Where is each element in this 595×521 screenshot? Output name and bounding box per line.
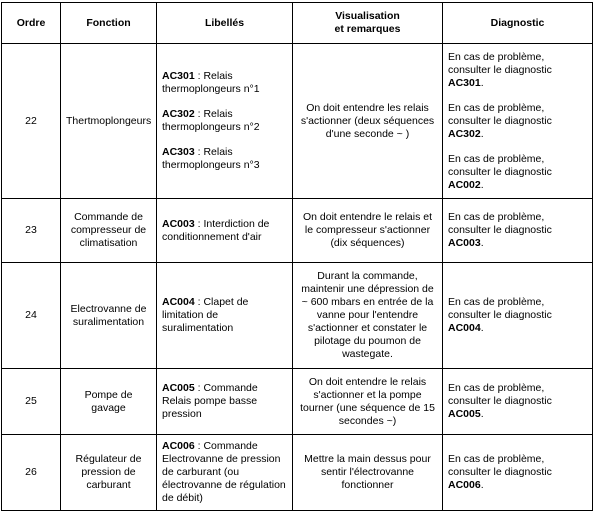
libelle-code: AC005 [162,382,195,394]
actuator-test-table [1,2,593,511]
cell-ordre: 23 [2,199,61,263]
cell-libelles [157,44,293,199]
libelle-entry [162,108,287,134]
table-row [2,263,593,369]
cell-ordre: 26 [2,435,61,511]
cell-ordre: 22 [2,44,61,199]
header-visualisation-line1: Visualisation [335,10,400,22]
diagnostic-code: AC302 [448,127,481,140]
cell-diagnostic [443,263,593,369]
table-row [2,44,593,199]
diagnostic-entry: En cas de problème, consulter le diagnostic AC004. [448,296,552,334]
cell-diagnostic [443,44,593,199]
cell-diagnostic [443,199,593,263]
libelle-code: AC301 [162,70,195,82]
cell-visualisation: Mettre la main dessus pour sentir l'électrovanne fonctionner [293,435,443,511]
diagnostic-entry: En cas de problème, consulter le diagnostic AC003. [448,211,552,249]
diagnostic-entry: En cas de problème, consulter le diagnostic AC002. [448,152,552,191]
header-visualisation-line2: et remarques [334,23,401,35]
diagnostic-code: AC005 [448,408,481,420]
diagnostic-code: AC301 [448,76,481,89]
libelle-code: AC004 [162,296,195,308]
cell-fonction: Régulateur de pression de carburant [61,435,157,511]
diagnostic-code: AC002 [448,178,481,191]
table-header-row [2,3,593,44]
cell-ordre: 25 [2,369,61,435]
cell-libelles [157,199,293,263]
cell-visualisation: On doit entendre les relais s'actionner (deux séquences d'une seconde ~ ) [293,44,443,199]
table-row [2,199,593,263]
cell-visualisation: On doit entendre le relais et le compresseur s'actionner (dix séquences) [293,199,443,263]
header-fonction: Fonction [61,3,157,44]
diagnostic-code: AC004 [448,322,481,334]
diagnostic-entry: En cas de problème, consulter le diagnostic AC006. [448,453,552,491]
cell-fonction: Commande de compresseur de climatisation [61,199,157,263]
diagnostic-code: AC006 [448,479,481,491]
cell-libelles [157,435,293,511]
libelle-text: : Relais thermoplongeurs n°1 [162,70,260,95]
diagnostic-entry: En cas de problème, consulter le diagnostic AC005. [448,382,552,420]
diagnostic-entry: En cas de problème, consulter le diagnostic AC301. [448,50,552,89]
cell-libelles [157,263,293,369]
header-diagnostic: Diagnostic [443,3,593,44]
cell-diagnostic [443,435,593,511]
header-ordre: Ordre [2,3,61,44]
libelle-entry [162,218,287,244]
libelle-text: : Relais thermoplongeurs n°3 [162,146,260,171]
cell-visualisation: On doit entendre le relais s'actionner et la pompe tourner (une séquence de 15 secondes ~) [293,369,443,435]
cell-diagnostic [443,369,593,435]
libelle-code: AC303 [162,146,195,158]
cell-libelles [157,369,293,435]
libelle-text: : Commande Electrovanne de pression de carburant (ou électrovanne de régulation de débit) [162,440,286,504]
libelle-text: : Clapet de limitation de suralimentation [162,296,249,334]
header-visualisation [293,3,443,44]
table-row [2,369,593,435]
diagnostic-code: AC003 [448,237,481,249]
libelle-entry [162,296,287,335]
libelle-text: : Interdiction de conditionnement d'air [162,217,270,243]
table-row [2,435,593,511]
cell-visualisation: Durant la commande, maintenir une dépression de ~ 600 mbars en entrée de la vanne pour l'entendre s'actionner et constater le pilotage du poumon de wastegate. [293,263,443,369]
libelle-code: AC006 [162,440,195,452]
libelle-code: AC003 [162,217,195,230]
header-libelles: Libellés [157,3,293,44]
cell-fonction: Pompe de gavage [61,369,157,435]
libelle-entry [162,440,287,505]
cell-fonction: Electrovanne de suralimentation [61,263,157,369]
cell-fonction: Thertmoplongeurs [61,44,157,199]
libelle-text: : Commande Relais pompe basse pression [162,382,258,420]
libelle-entry [162,70,287,96]
libelle-text: : Relais thermoplongeurs n°2 [162,108,260,133]
diagnostic-entry: En cas de problème, consulter le diagnostic AC302. [448,101,552,140]
libelle-entry [162,382,287,421]
cell-ordre: 24 [2,263,61,369]
libelle-code: AC302 [162,108,195,120]
libelle-entry [162,146,287,172]
